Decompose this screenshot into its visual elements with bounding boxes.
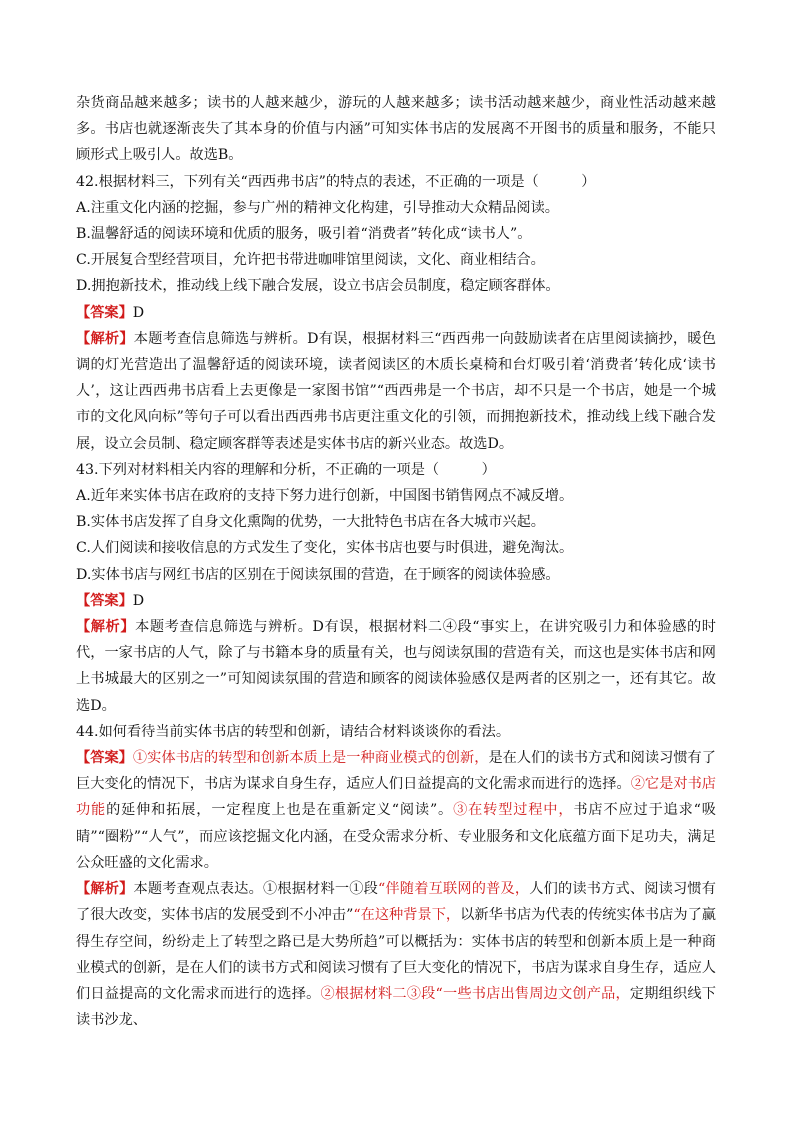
question-43-stem: 43.下列对材料相关内容的理解和分析，不正确的一项是（ ） <box>76 461 496 478</box>
document-content <box>76 90 716 1033</box>
analysis-tag: 【解析】 <box>76 330 134 347</box>
question-44-answer <box>76 745 716 876</box>
analysis-part-2: “伴随着互联网的普及， <box>377 881 530 898</box>
question-43-option-c: C.人们阅读和接收信息的方式发生了变化，实体书店也要与时俱进，避免淘汰。 <box>76 540 574 557</box>
question-42-option-c: C.开展复合型经营项目，允许把书带进咖啡馆里阅读，文化、商业相结合。 <box>76 252 545 269</box>
analysis-tag: 【解析】 <box>76 619 136 636</box>
analysis-part-7: “一些书店出售周边文创产品， <box>435 985 630 1002</box>
answer-tag: 【答案】 <box>76 592 133 609</box>
question-42-stem: 42.根据材料三，下列有关“西西弗书店”的特点的表述，不正确的一项是（ ） <box>76 173 596 190</box>
answer-tag: 【答案】 <box>76 750 133 767</box>
question-43-option-b: B.实体书店发挥了自身文化熏陶的优势，一大批特色书店在各大城市兴起。 <box>76 514 545 531</box>
answer-part-2: 是在人们的读书方式和阅读习惯有了巨大变化的情况下，书店为谋求自身生存，适应人们日益提高的文化需求而进行的选择。 <box>76 750 716 793</box>
question-44-stem: 44.如何看待当前实体书店的转型和创新，请结合材料谈谈你的看法。 <box>76 723 511 740</box>
question-42-answer <box>76 300 716 326</box>
question-43-option-d: D.实体书店与网红书店的区别在于阅读氛围的营造，在于顾客的阅读体验感。 <box>76 566 560 583</box>
analysis-text: 本题考查信息筛选与辨析。D有误，根据材料二④段“事实上，在讲究吸引力和体验感的时代，一家书店的人气，除了与书籍本身的质量有关，也与阅读氛围的营造有关，而这也是实体书店和网上书城最大的区别之一”可知阅读氛围的营造和顾客的阅读体验感仅是两者的区别之一，还有其它。故选D。 <box>76 619 716 714</box>
question-42-option-a: A.注重文化内涵的挖掘，参与广州的精神文化构建，引导推动大众精品阅读。 <box>76 199 559 216</box>
analysis-part-4: “在这种背景下， <box>353 907 461 924</box>
answer-value: D <box>132 304 145 321</box>
answer-tag: 【答案】 <box>76 304 133 321</box>
analysis-part-1: 本题考查观点表达。①根据材料一①段 <box>133 881 378 898</box>
analysis-part-8: 定期组织线下读书沙龙、 <box>76 985 716 1029</box>
answer-value: D <box>132 592 145 609</box>
question-43-analysis <box>76 614 716 719</box>
analysis-tag: 【解析】 <box>76 881 134 898</box>
answer-part-5: ③在转型过程中， <box>453 802 574 819</box>
question-42-option-b: B.温馨舒适的阅读环境和优质的服务，吸引着“消费者”转化成“读书人”。 <box>76 226 532 243</box>
answer-part-1: ①实体书店的转型和创新本质上是一种商业模式的创新， <box>132 750 489 767</box>
question-43-option-a: A.近年来实体书店在政府的支持下努力进行创新，中国图书销售网点不减反增。 <box>76 488 574 505</box>
intro-paragraph: 杂货商品越来越多；读书的人越来越少，游玩的人越来越多；读书活动越来越少，商业性活动越来越多。书店也就逐渐丧失了其本身的价值与内涵”可知实体书店的发展离不开图书的质量和服务，不能只顾形式上吸引人。故选B。 <box>76 95 716 164</box>
analysis-part-6: ②根据材料二③段 <box>320 985 436 1002</box>
answer-part-6: 书店不应过于追求“吸睛”“圈粉”“人气”，而应该挖掘文化内涵，在受众需求分析、专业服务和文化底蕴方面下足功夫，满足公众旺盛的文化需求。 <box>76 802 716 871</box>
question-42-option-d: D.拥抱新技术，推动线上线下融合发展，设立书店会员制度，稳定顾客群体。 <box>76 278 560 295</box>
analysis-part-3: 人们的读书方式、阅读习惯有了很大改变，实体书店的发展受到不小冲击” <box>76 881 716 924</box>
question-42-analysis <box>76 326 716 457</box>
analysis-text: 本题考查信息筛选与辨析。D有误，根据材料三“西西弗一向鼓励读者在店里阅读摘抄，暖色调的灯光营造出了温馨舒适的阅读环境，读者阅读区的木质长桌椅和台灯吸引着‘消费者’转化成‘读书人’，这让西西弗书店看上去更像是一家图书馆”“西西弗是一个书店，却不只是一个书店，她是一个城市的文化风向标”等句子可以看出西西弗书店更注重文化的引领，而拥抱新技术，推动线上线下融合发展，设立会员制、稳定顾客群等表述是实体书店的新兴业态。故选D。 <box>76 330 716 452</box>
question-43-answer <box>76 588 716 614</box>
answer-part-4: 的延伸和拓展，一定程度上也是在重新定义“阅读”。 <box>106 802 454 819</box>
question-44-analysis <box>76 876 716 1033</box>
answer-part-3: ②它是对书店功能 <box>76 776 716 819</box>
analysis-part-5: 以新华书店为代表的传统实体书店为了赢得生存空间，纷纷走上了转型之路已是大势所趋”可以概括为：实体书店的转型和创新本质上是一种商业模式的创新，是在人们的读书方式和阅读习惯有了巨大变化的情况下，书店为谋求自身生存，适应人们日益提高的文化需求而进行的选择。 <box>76 907 716 1002</box>
